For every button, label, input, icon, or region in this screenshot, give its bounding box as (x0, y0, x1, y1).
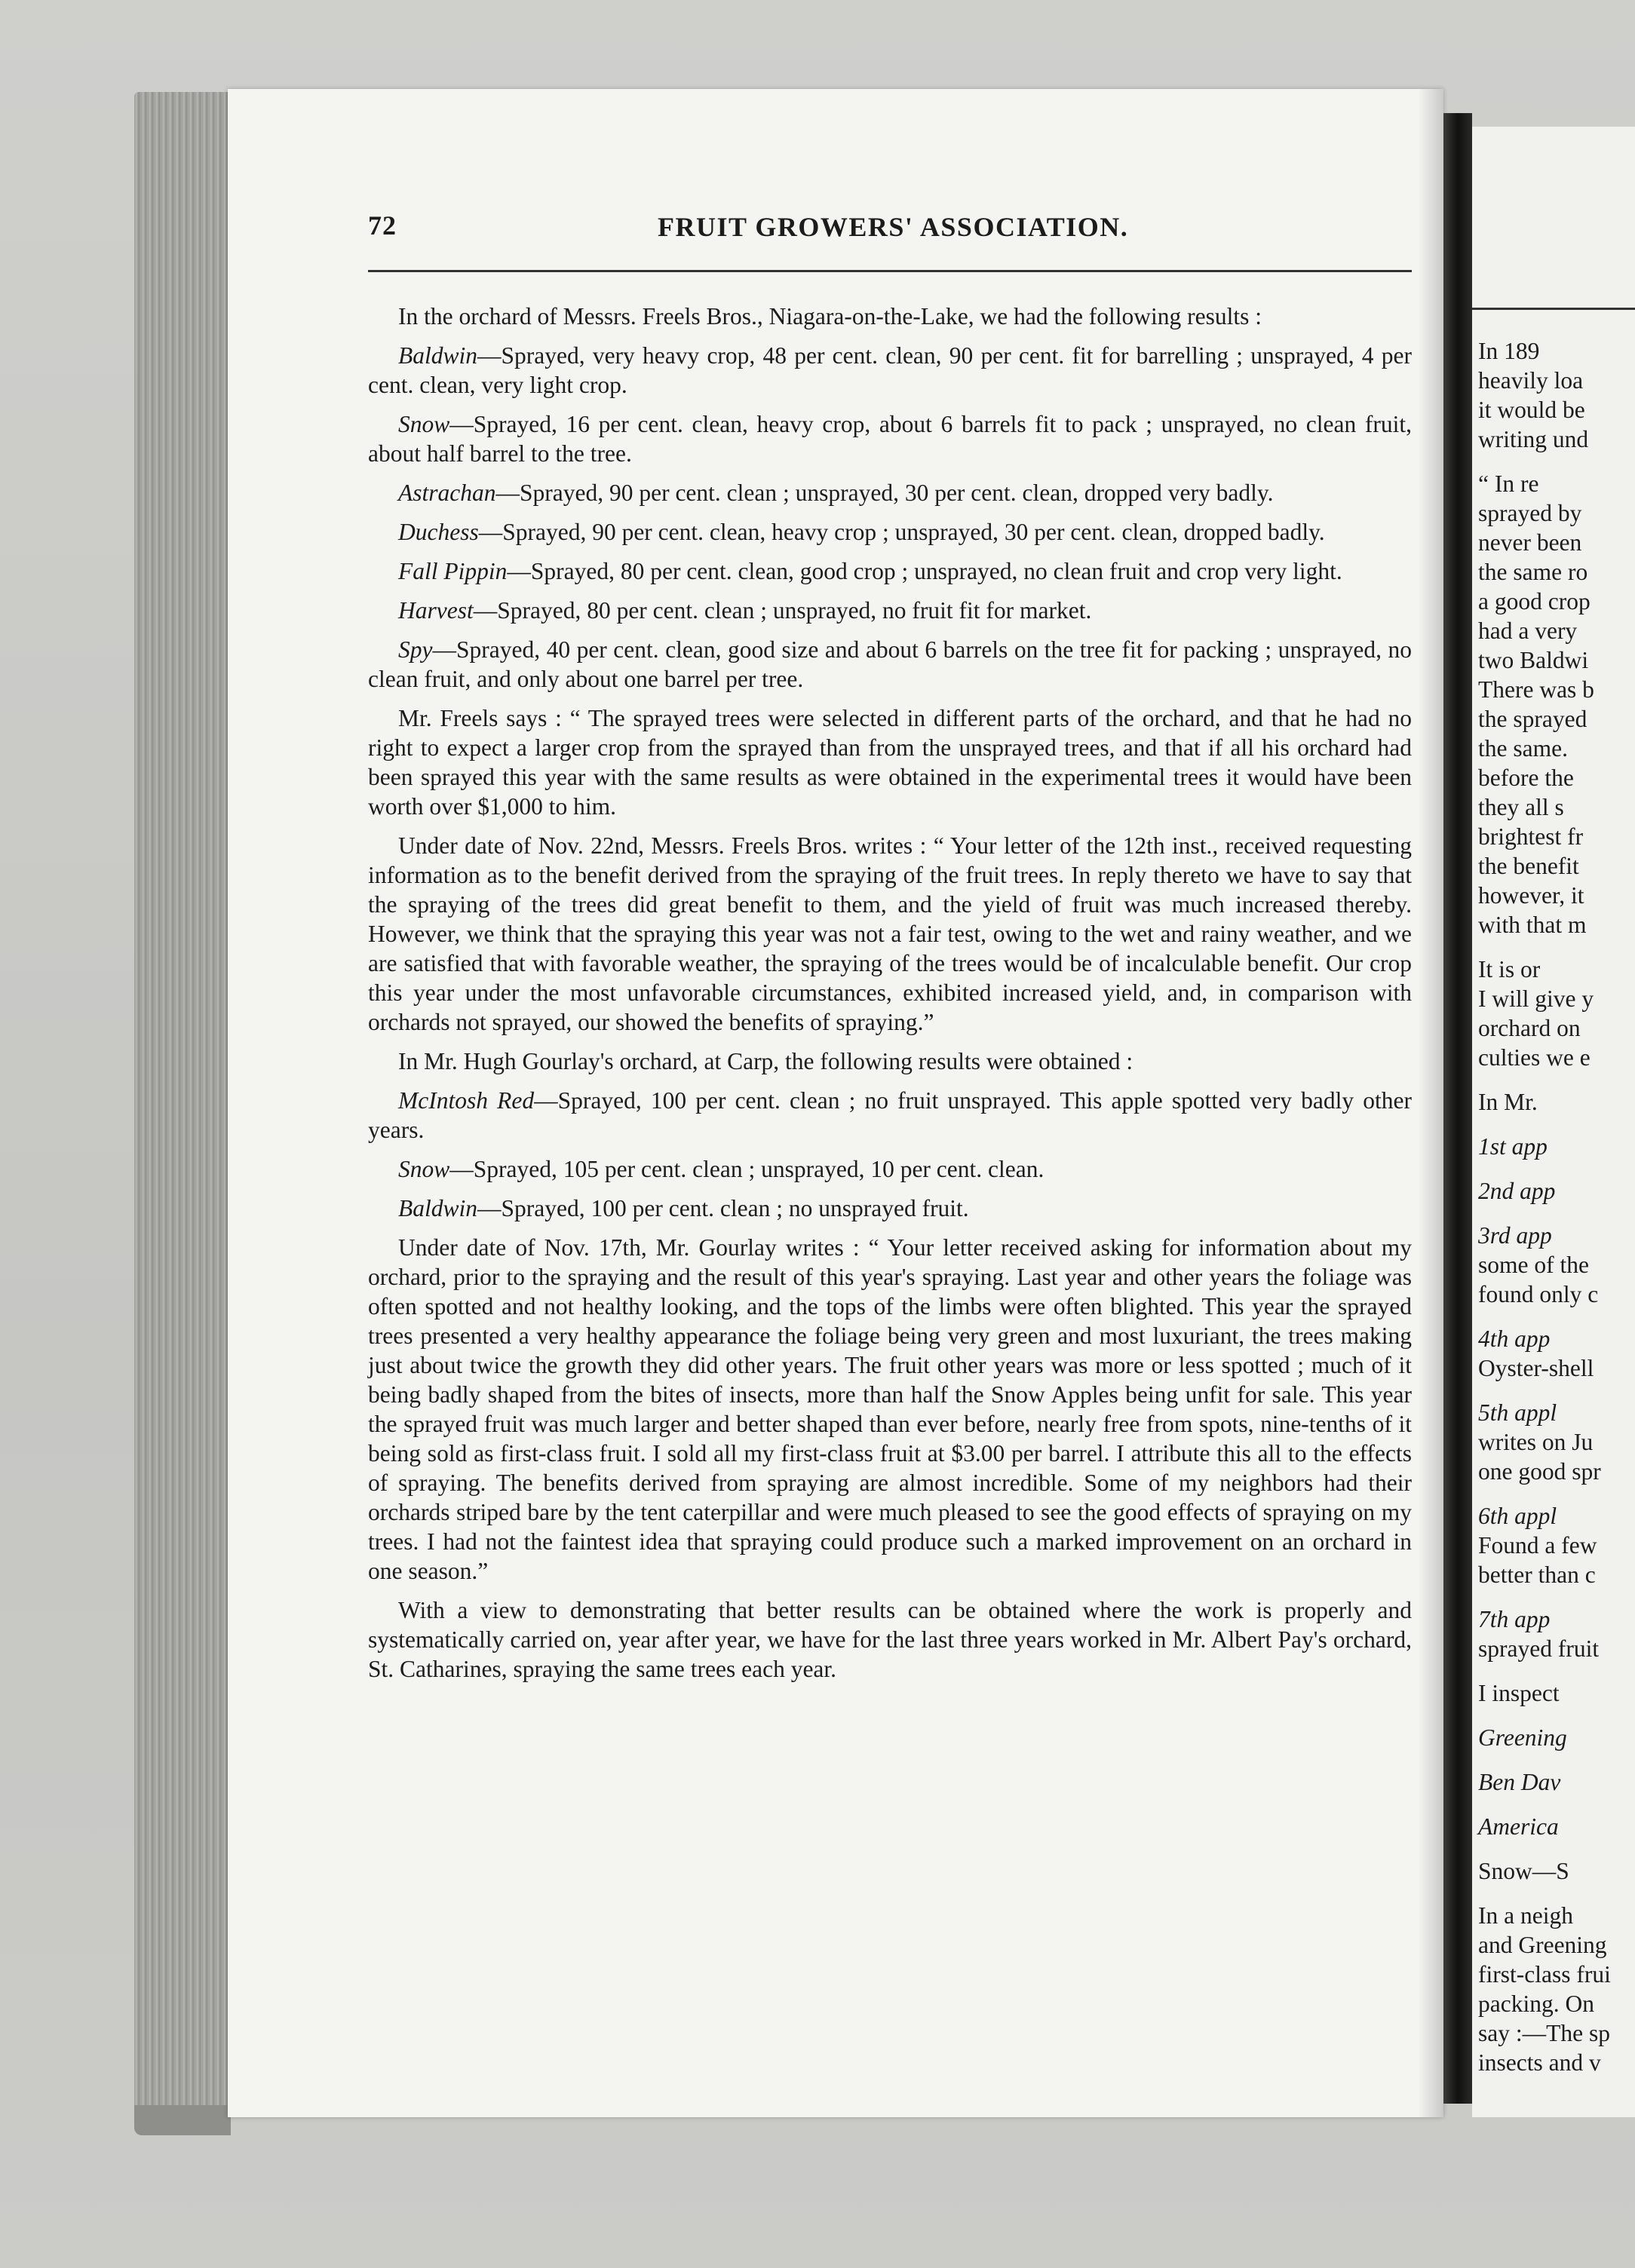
right-page-line: say :—The sp (1478, 2020, 1610, 2046)
right-page-line: In Mr. (1478, 1089, 1538, 1115)
result-entry (368, 1194, 1412, 1223)
right-page-line: 6th appl (1478, 1503, 1557, 1529)
line-gap (1478, 1486, 1635, 1501)
gourlay-intro-paragraph: In Mr. Hugh Gourlay's orchard, at Carp, the following results were obtained : (398, 1048, 1133, 1074)
right-header-rule (1472, 308, 1635, 310)
right-page-fragment (1472, 127, 1635, 2117)
right-page-line: culties we e (1478, 1044, 1591, 1071)
freels-quote-paragraph: Mr. Freels says : “ The sprayed trees were selected in different parts of the orchard, and that he had no right to expect a larger crop from the sprayed than from the unsprayed trees, and that if all his orchard had been sprayed this year with the same results as were obtained in the experimental trees it would have been worth over $1,000 to him. (368, 705, 1412, 820)
result-text: —Sprayed, 100 per cent. clean ; no unsprayed fruit. (477, 1195, 969, 1221)
variety-name: Spy (398, 636, 433, 663)
right-page-line: the same ro (1478, 559, 1588, 585)
result-entry (368, 341, 1412, 400)
result-text: —Sprayed, very heavy crop, 48 per cent. clean, 90 per cent. fit for barrelling ; unsprayed, 4 per cent. clean, very light crop. (368, 342, 1412, 398)
line-gap (1478, 1383, 1635, 1398)
right-page-line: the sprayed (1478, 706, 1587, 732)
right-page-line: the same. (1478, 735, 1568, 762)
line-gap (1478, 1206, 1635, 1221)
right-page-line: America (1478, 1813, 1559, 1840)
variety-name: Baldwin (398, 1195, 478, 1221)
result-entry (368, 1154, 1412, 1184)
line-gap (1478, 1841, 1635, 1856)
right-page-line: they all s (1478, 794, 1564, 820)
right-page-line: and Greening (1478, 1932, 1607, 1958)
right-page-line: better than c (1478, 1562, 1596, 1588)
body-text (368, 302, 1412, 1693)
result-text: —Sprayed, 105 per cent. clean ; unsprayed, 10 per cent. clean. (449, 1156, 1044, 1182)
right-page-line: I inspect (1478, 1680, 1560, 1706)
right-page-line: 2nd app (1478, 1178, 1556, 1204)
right-page-line: before the (1478, 765, 1574, 791)
line-gap (1478, 1797, 1635, 1812)
result-entry (368, 478, 1412, 507)
variety-name: Snow (398, 1156, 450, 1182)
right-page-line: first-class frui (1478, 1961, 1611, 1988)
line-gap (1478, 1589, 1635, 1604)
closing-paragraph: With a view to demonstrating that better results can be obtained where the work is properly and systematically carried on, year after year, we have for the last three years worked in Mr. Albert Pay's orchard, St. Catharines, spraying the same trees each year. (368, 1597, 1412, 1682)
running-head: FRUIT GROWERS' ASSOCIATION. (658, 212, 1129, 242)
result-text: —Sprayed, 100 per cent. clean ; no fruit unsprayed. This apple spotted very badly other years. (368, 1087, 1412, 1143)
right-page-line: some of the (1478, 1252, 1589, 1278)
right-page-line: the benefit (1478, 853, 1579, 879)
page-number: 72 (368, 210, 397, 241)
result-text: —Sprayed, 90 per cent. clean, heavy crop ; unsprayed, 30 per cent. clean, dropped badly. (478, 519, 1325, 545)
line-gap (1478, 1886, 1635, 1901)
variety-name: Harvest (398, 597, 474, 624)
result-entry (368, 635, 1412, 694)
intro-paragraph: In the orchard of Messrs. Freels Bros., Niagara-on-the-Lake, we had the following results : (398, 303, 1262, 329)
right-page-line: insects and v (1478, 2049, 1601, 2076)
result-text: —Sprayed, 80 per cent. clean ; unsprayed, no fruit fit for market. (473, 597, 1092, 624)
line-gap (1478, 1708, 1635, 1723)
right-page-line: brightest fr (1478, 823, 1584, 850)
page-gutter-shadow (1418, 89, 1443, 2117)
line-gap (1478, 454, 1635, 469)
right-page-line: 7th app (1478, 1606, 1551, 1632)
right-page-line: writing und (1478, 426, 1589, 452)
right-page-line: 1st app (1478, 1133, 1548, 1160)
right-page-line: It is or (1478, 956, 1541, 982)
line-gap (1478, 939, 1635, 955)
variety-name: McIntosh Red (398, 1087, 535, 1114)
result-entry (368, 596, 1412, 625)
variety-name: Baldwin (398, 342, 478, 369)
right-page-line: one good spr (1478, 1458, 1601, 1485)
right-page-line: I will give y (1478, 985, 1594, 1012)
right-page-line: never been (1478, 529, 1582, 556)
result-text: —Sprayed, 40 per cent. clean, good size and about 6 barrels on the tree fit for packing ; unsprayed, no clean fruit, and only about one barrel per tree. (368, 636, 1412, 692)
line-gap (1478, 1117, 1635, 1132)
variety-name: Fall Pippin (398, 558, 508, 584)
variety-name: Snow (398, 411, 450, 437)
result-entry (368, 517, 1412, 547)
right-page-line: Snow—S (1478, 1858, 1569, 1884)
right-page-line: with that m (1478, 912, 1587, 938)
right-page-line: two Baldwi (1478, 647, 1589, 673)
variety-name: Duchess (398, 519, 479, 545)
line-gap (1478, 1663, 1635, 1678)
right-page-line: Oyster-shell (1478, 1355, 1594, 1381)
right-page-line: Greening (1478, 1724, 1567, 1751)
right-page-line: 5th appl (1478, 1399, 1557, 1426)
freels-letter-paragraph: Under date of Nov. 22nd, Messrs. Freels Bros. writes : “ Your letter of the 12th inst., received requesting information as to the benefit derived from the spraying of the fruit trees. In reply thereto we have to say that the spraying of the trees did great benefit to them, and the yield of fruit was much increased thereby. However, we think that the spraying this year was not a fair test, owing to the wet and rainy weather, and we are satisfied that with favorable weather, the spraying of the trees would be of incalculable benefit. Our crop this year under the most unfavorable circumstances, exhibited increased yield, and, in comparison with orchards not sprayed, our showed the benefits of spraying.” (368, 832, 1412, 1035)
right-page-line: “ In re (1478, 470, 1539, 497)
gourlay-letter-paragraph: Under date of Nov. 17th, Mr. Gourlay writes : “ Your letter received asking for information about my orchard, prior to the spraying and the result of this year's spraying. Last year and other years the foliage was often spotted and not healthy looking, and the tops of the limbs were often blighted. This year the sprayed trees presented a very healthy appearance the foliage being very green and most luxuriant, the trees making just about twice the growth they did other years. The fruit other years was more or less spotted ; much of it being badly shaped from the bites of insects, more than half the Snow Apples being unfit for sale. This year the sprayed fruit was much larger and better shaped than ever before, nearly free from spots, nine-tenths of it being sold as first-class fruit. I sold all my first-class fruit at $3.00 per barrel. I attribute this all to the effects of spraying. The benefits derived from spraying are almost incredible. Some of my neighbors had their orchards striped bare by the tent caterpillar and were much pleased to see the good effects of spraying on my trees. I had not the faintest idea that spraying could produce such a marked improvement on an orchard in one season.” (368, 1234, 1412, 1584)
result-text: —Sprayed, 90 per cent. clean ; unsprayed, 30 per cent. clean, dropped very badly. (495, 480, 1274, 506)
right-page-line: had a very (1478, 618, 1578, 644)
right-page-line: packing. On (1478, 1991, 1594, 2017)
right-page-line: sprayed by (1478, 500, 1582, 526)
result-text: —Sprayed, 80 per cent. clean, good crop ; unsprayed, no clean fruit and crop very light. (507, 558, 1342, 584)
right-page-text (1478, 336, 1635, 2077)
right-page-line: 4th app (1478, 1326, 1551, 1352)
line-gap (1478, 1309, 1635, 1324)
right-page-line: however, it (1478, 882, 1584, 909)
right-page-line: it would be (1478, 397, 1585, 423)
right-page-line: orchard on (1478, 1015, 1581, 1041)
right-page-line: Ben Dav (1478, 1769, 1561, 1795)
right-page-line: a good crop (1478, 588, 1591, 615)
right-page-line: writes on Ju (1478, 1429, 1594, 1455)
line-gap (1478, 1161, 1635, 1176)
result-entry (368, 556, 1412, 586)
right-page-line: heavily loa (1478, 367, 1584, 394)
right-page-line: found only c (1478, 1281, 1599, 1307)
right-page-line: In 189 (1478, 338, 1540, 364)
right-page-line: 3rd app (1478, 1222, 1552, 1249)
result-entry (368, 409, 1412, 468)
left-page (228, 89, 1443, 2117)
book-binding (1443, 113, 1472, 2104)
book-page-edges (134, 92, 231, 2113)
right-page-line: Found a few (1478, 1532, 1597, 1558)
line-gap (1478, 1072, 1635, 1087)
right-page-line: There was b (1478, 676, 1594, 703)
right-page-line: sprayed fruit (1478, 1635, 1600, 1662)
result-entry (368, 1086, 1412, 1145)
right-page-line: In a neigh (1478, 1902, 1573, 1929)
line-gap (1478, 1752, 1635, 1767)
header-rule (368, 270, 1412, 272)
result-text: —Sprayed, 16 per cent. clean, heavy crop, about 6 barrels fit to pack ; unsprayed, no clean fruit, about half barrel to the tree. (368, 411, 1412, 467)
variety-name: Astrachan (398, 480, 496, 506)
